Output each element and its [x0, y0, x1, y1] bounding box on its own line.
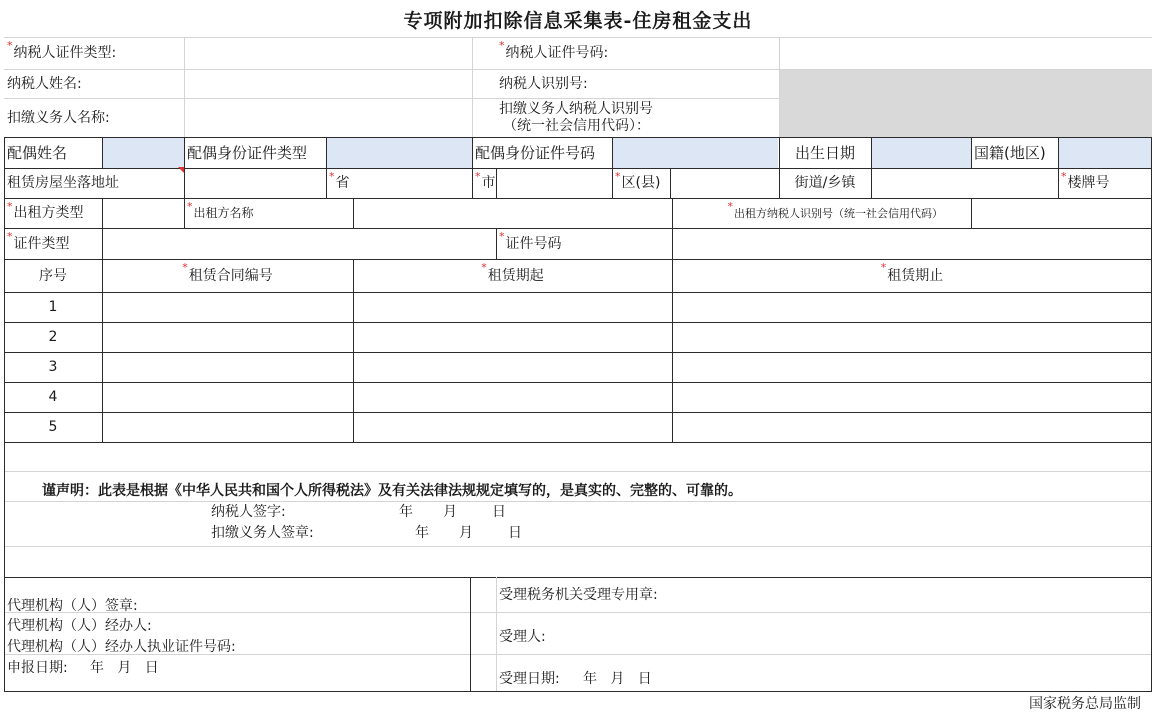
street-field[interactable]: [872, 169, 1058, 198]
col-header-lease-start: * 租赁期起: [353, 260, 672, 292]
landlord-name-field[interactable]: [354, 199, 672, 228]
form-title: 专项附加扣除信息采集表-住房租金支出: [403, 9, 753, 32]
table-row-number: 4: [48, 389, 58, 406]
taxpayer-tax-id-label: 纳税人识别号:: [499, 75, 588, 92]
lease-end-cell[interactable]: [673, 323, 1151, 352]
landlord-type-label: * 出租方类型: [4, 199, 102, 228]
receiver-label: 受理人:: [499, 629, 546, 645]
contract-no-cell[interactable]: [103, 353, 353, 382]
table-row-number: 3: [48, 359, 58, 376]
taxpayer-id-number-label: * 纳税人证件号码:: [496, 38, 779, 69]
nationality-field[interactable]: [1058, 138, 1152, 168]
withholder-tax-id-label-line2: （统一社会信用代码）：: [503, 118, 650, 134]
birth-date-label: 出生日期: [794, 144, 855, 162]
col-header-contract-no: * 租赁合同编号: [102, 260, 353, 292]
acceptance-date-label: 受理日期:: [499, 671, 560, 687]
lease-start-cell[interactable]: [354, 353, 672, 382]
tax-id-field[interactable]: [779, 69, 1152, 137]
declaration-statement: 谨声明：此表是根据《中华人民共和国个人所得税法》及有关法律法规规定填写的，是真实的、完整的、可靠的。: [42, 483, 742, 499]
filing-date-label: 申报日期:: [7, 660, 68, 676]
spouse-name-label: 配偶姓名: [7, 144, 68, 162]
district-label: * 区(县): [612, 169, 670, 198]
agent-license-label: 代理机构（人）经办人执业证件号码:: [7, 639, 236, 655]
contract-no-cell[interactable]: [103, 293, 353, 322]
withholder-tax-id-label-line1: 扣缴义务人纳税人识别号: [499, 101, 653, 118]
filing-date-units: 年 月 日: [90, 660, 159, 676]
province-label: * 省: [326, 169, 472, 198]
agent-handler-label: 代理机构（人）经办人:: [7, 618, 152, 634]
withholder-tax-id-label: [496, 99, 779, 137]
city-label: * 市: [472, 169, 496, 198]
certificate-type-field[interactable]: [103, 229, 496, 259]
street-label: 街道/乡镇: [794, 175, 856, 192]
landlord-tax-id-field[interactable]: [972, 199, 1152, 228]
col-header-lease-end: * 租赁期止: [672, 260, 1152, 292]
withholder-seal-label: 扣缴义务人签章:: [211, 525, 314, 541]
landlord-tax-id-label: * 出租方纳税人识别号（统一社会信用代码）: [672, 199, 971, 228]
city-field[interactable]: [497, 169, 612, 198]
comment-indicator: [178, 167, 184, 173]
taxpayer-id-type-label: * 纳税人证件类型:: [4, 38, 184, 69]
sign-year: 年: [399, 504, 413, 520]
contract-no-cell[interactable]: [103, 413, 353, 442]
withholder-name-field[interactable]: [185, 99, 472, 137]
taxpayer-name-field[interactable]: [185, 70, 472, 98]
nationality-label: 国籍(地区): [974, 144, 1046, 162]
acceptance-date-units: 年 月 日: [583, 671, 652, 687]
rental-address-label: 租赁房屋坐落地址: [7, 175, 119, 192]
taxpayer-name-label: 纳税人姓名:: [7, 75, 82, 92]
lease-start-cell[interactable]: [354, 293, 672, 322]
lease-start-cell[interactable]: [354, 323, 672, 352]
certificate-number-label: * 证件号码: [496, 229, 672, 259]
lease-end-cell[interactable]: [673, 383, 1151, 412]
spouse-name-field[interactable]: [102, 138, 184, 168]
table-row-number: 5: [48, 419, 58, 436]
lease-end-cell[interactable]: [673, 413, 1151, 442]
withholder-name-label: 扣缴义务人名称:: [7, 109, 110, 126]
certificate-number-field[interactable]: [673, 229, 1152, 259]
seal-day: 日: [508, 525, 522, 541]
agent-seal-label: 代理机构（人）签章:: [7, 598, 138, 614]
taxpayer-id-number-field[interactable]: [780, 38, 1152, 69]
spouse-id-type-field[interactable]: [326, 138, 472, 168]
lease-start-cell[interactable]: [354, 383, 672, 412]
district-field[interactable]: [671, 169, 779, 198]
table-row-number: 1: [48, 299, 58, 316]
contract-no-cell[interactable]: [103, 383, 353, 412]
lease-end-cell[interactable]: [673, 353, 1151, 382]
landlord-type-field[interactable]: [103, 199, 184, 228]
lease-start-cell[interactable]: [354, 413, 672, 442]
address-field-1[interactable]: [185, 169, 326, 198]
col-header-seq: 序号: [39, 267, 67, 284]
table-row-number: 2: [48, 329, 58, 346]
footer-supervisor: 国家税务总局监制: [1029, 696, 1141, 712]
spouse-id-number-label: 配偶身份证件号码: [475, 144, 596, 162]
sign-day: 日: [492, 504, 506, 520]
certificate-type-label: * 证件类型: [4, 229, 102, 259]
seal-year: 年: [415, 525, 429, 541]
taxpayer-id-type-field[interactable]: [185, 38, 472, 69]
spouse-id-number-field[interactable]: [612, 138, 778, 168]
contract-no-cell[interactable]: [103, 323, 353, 352]
birth-date-field[interactable]: [871, 138, 971, 168]
building-number-label: * 楼牌号: [1058, 169, 1152, 198]
tax-office-seal-label: 受理税务机关受理专用章:: [499, 587, 658, 603]
sign-month: 月: [443, 504, 457, 520]
lease-end-cell[interactable]: [673, 293, 1151, 322]
taxpayer-signature-label: 纳税人签字:: [211, 504, 286, 520]
landlord-name-label: * 出租方名称: [184, 199, 353, 228]
seal-month: 月: [459, 525, 473, 541]
spouse-id-type-label: 配偶身份证件类型: [187, 144, 308, 162]
